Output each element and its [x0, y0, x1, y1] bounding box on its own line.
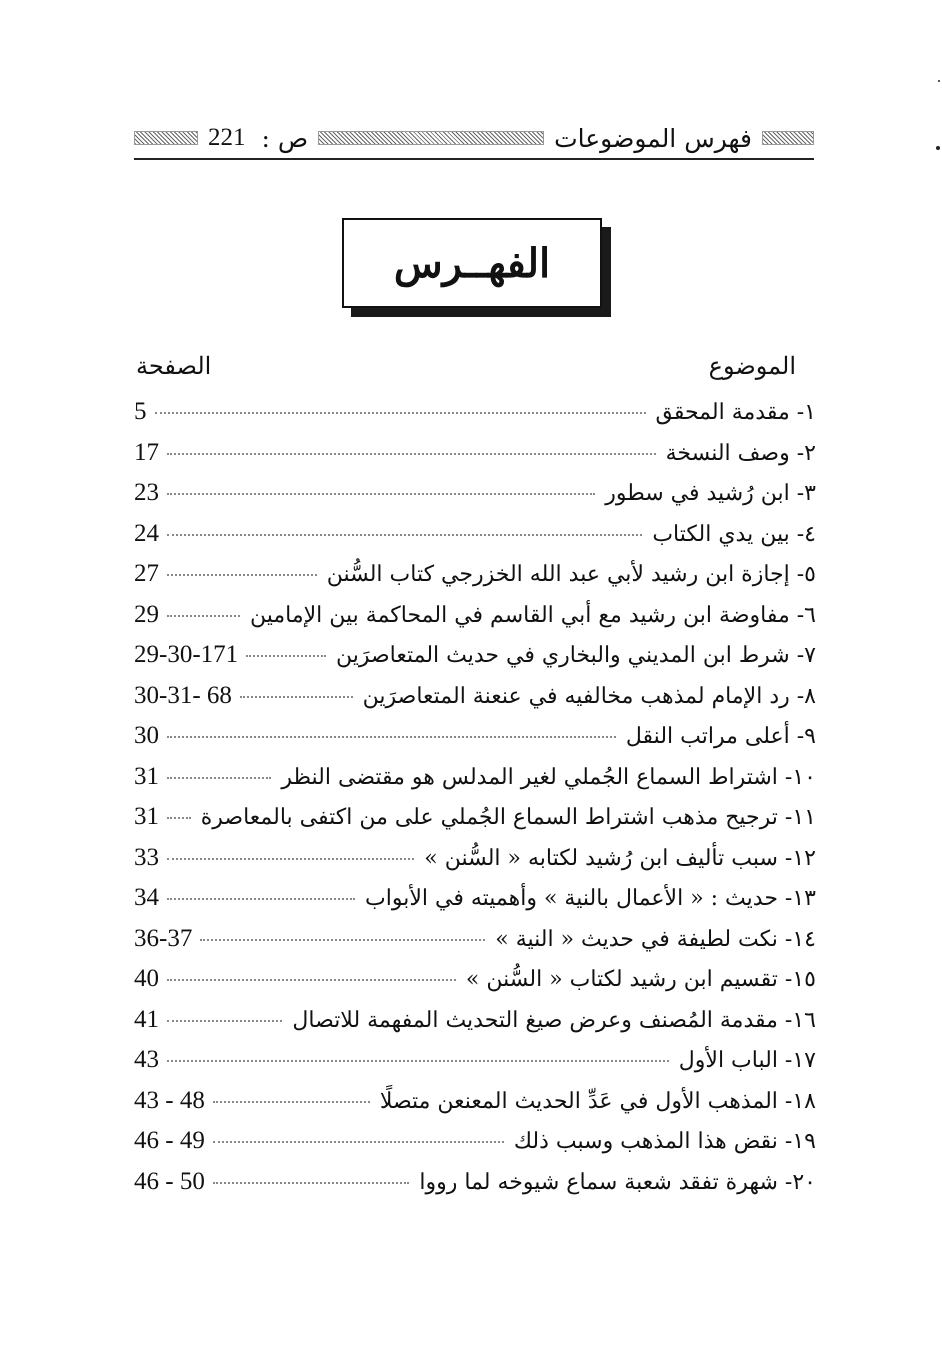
toc-entry-topic: ٩- أعلى مراتب النقل [625, 724, 816, 749]
toc-entry-topic: ١٠- اشتراط السماع الجُملي لغير المدلس هو مقتضى النظر [281, 764, 816, 790]
header-ornament-middle [318, 131, 544, 145]
toc-entry-topic: ١٥- تقسيم ابن رشيد لكتاب « السُّنن » [465, 967, 816, 992]
toc-entry [134, 884, 816, 925]
toc-entry [134, 641, 816, 682]
table-of-contents [134, 398, 816, 1208]
toc-entry-topic: ٣- ابن رُشيد في سطور [605, 481, 816, 506]
column-header-topic: الموضوع [708, 352, 796, 380]
toc-entry-page: 31 [134, 762, 159, 790]
toc-entry [134, 439, 816, 480]
scan-mark [938, 80, 940, 82]
toc-entry-topic: ٧- شرط ابن المديني والبخاري في حديث المتعاصرَين [335, 643, 816, 668]
toc-entry-topic: ١٣- حديث : « الأعمال بالنية » وأهميته في الأبواب [365, 886, 816, 911]
header-ornament-left [134, 131, 198, 145]
toc-entry [134, 1006, 816, 1047]
toc-entry-topic: ٤- بين يدي الكتاب [652, 521, 816, 547]
toc-entry [134, 844, 816, 885]
toc-entry-topic: ٦- مفاوضة ابن رشيد مع أبي القاسم في المحاكمة بين الإمامين [249, 602, 816, 628]
dot-leader [213, 1141, 504, 1143]
toc-entry-page: 30 [134, 722, 159, 749]
toc-entry-topic: ٢- وصف النسخة [665, 440, 816, 466]
dot-leader [167, 534, 642, 536]
dot-leader [167, 898, 355, 900]
toc-entry-topic: ٢٠- شهرة تفقد شعبة سماع شيوخه لما رووا [419, 1169, 816, 1195]
toc-entry [134, 925, 816, 966]
dot-leader [167, 453, 656, 455]
toc-entry-page: 29 [134, 600, 159, 628]
toc-entry-page: 40 [134, 965, 159, 992]
toc-entry-page: 36-37 [134, 924, 193, 952]
dot-leader [167, 1060, 669, 1062]
toc-entry-page: 30-31- 68 [134, 681, 232, 709]
toc-entry-page: 27 [134, 560, 159, 587]
dot-leader [213, 1101, 370, 1103]
header-title: فهرس الموضوعات [554, 123, 752, 153]
toc-entry-topic: ١٤- نكت لطيفة في حديث « النية » [495, 926, 816, 952]
toc-entry-topic: ١٢- سبب تأليف ابن رُشيد لكتابه « السُّنن » [424, 845, 816, 871]
toc-entry-topic: ١١- ترجيح مذهب اشتراط السماع الجُملي على من اكتفى بالمعاصرة [200, 805, 816, 830]
index-title-box [342, 218, 602, 308]
toc-entry [134, 520, 816, 561]
toc-entry-page: 34 [134, 884, 159, 911]
dot-leader [167, 736, 616, 738]
toc-entry-page: 23 [134, 479, 159, 506]
toc-entry-topic: ٨- رد الإمام لمذهب مخالفيه في عنعنة المتعاصرَين [362, 683, 816, 709]
dot-leader [167, 493, 595, 495]
dot-leader [167, 979, 456, 981]
toc-entry-page: 46 - 49 [134, 1127, 205, 1154]
toc-entry-page: 43 [134, 1046, 159, 1073]
toc-entry-topic: ٥- إجازة ابن رشيد لأبي عبد الله الخزرجي كتاب السُّنن [326, 562, 816, 587]
toc-entry [134, 601, 816, 642]
header-page-label: ص : [261, 123, 309, 153]
toc-entry-page: 24 [134, 519, 159, 547]
dot-leader [167, 574, 317, 576]
toc-entry-page: 17 [134, 438, 159, 466]
index-title: الفهــرس [393, 239, 551, 287]
toc-entry [134, 1127, 816, 1168]
dot-leader [167, 777, 271, 779]
running-header [134, 118, 814, 160]
toc-entry [134, 1087, 816, 1128]
toc-entry [134, 722, 816, 763]
toc-entry-topic: ١٩- نقض هذا المذهب وسبب ذلك [513, 1129, 816, 1154]
toc-entry-page: 31 [134, 803, 159, 830]
toc-entry-page: 41 [134, 1005, 159, 1033]
scan-mark [936, 146, 940, 150]
header-ornament-right [762, 131, 814, 145]
toc-entry-topic: ١- مقدمة المحقق [655, 400, 816, 425]
toc-entry [134, 803, 816, 844]
toc-entry [134, 1046, 816, 1087]
toc-entry-topic: ١٧- الباب الأول [678, 1048, 816, 1073]
dot-leader [155, 412, 646, 414]
column-header-page: الصفحة [136, 352, 212, 380]
toc-entry [134, 1168, 816, 1209]
toc-entry [134, 965, 816, 1006]
dot-leader [167, 858, 414, 860]
toc-entry-page: 43 - 48 [134, 1086, 205, 1114]
toc-entry [134, 479, 816, 520]
dot-leader [200, 939, 485, 941]
dot-leader [213, 1182, 410, 1184]
toc-entry [134, 398, 816, 439]
dot-leader [167, 1020, 282, 1022]
toc-entry-page: 33 [134, 843, 159, 871]
toc-entry-topic: ١٨- المذهب الأول في عَدِّ الحديث المعنعن متصلًا [379, 1088, 816, 1114]
header-page-number: 221 [208, 124, 246, 151]
dot-leader [167, 817, 191, 819]
toc-entry-page: 29-30-171 [134, 641, 239, 668]
toc-entry-page: 5 [134, 398, 147, 425]
dot-leader [167, 615, 240, 617]
dot-leader [240, 696, 353, 698]
toc-entry [134, 763, 816, 804]
toc-entry-page: 46 - 50 [134, 1167, 205, 1195]
dot-leader [246, 655, 326, 657]
toc-entry-topic: ١٦- مقدمة المُصنف وعرض صيغ التحديث المفهمة للاتصال [292, 1007, 816, 1033]
toc-entry [134, 682, 816, 723]
toc-entry [134, 560, 816, 601]
